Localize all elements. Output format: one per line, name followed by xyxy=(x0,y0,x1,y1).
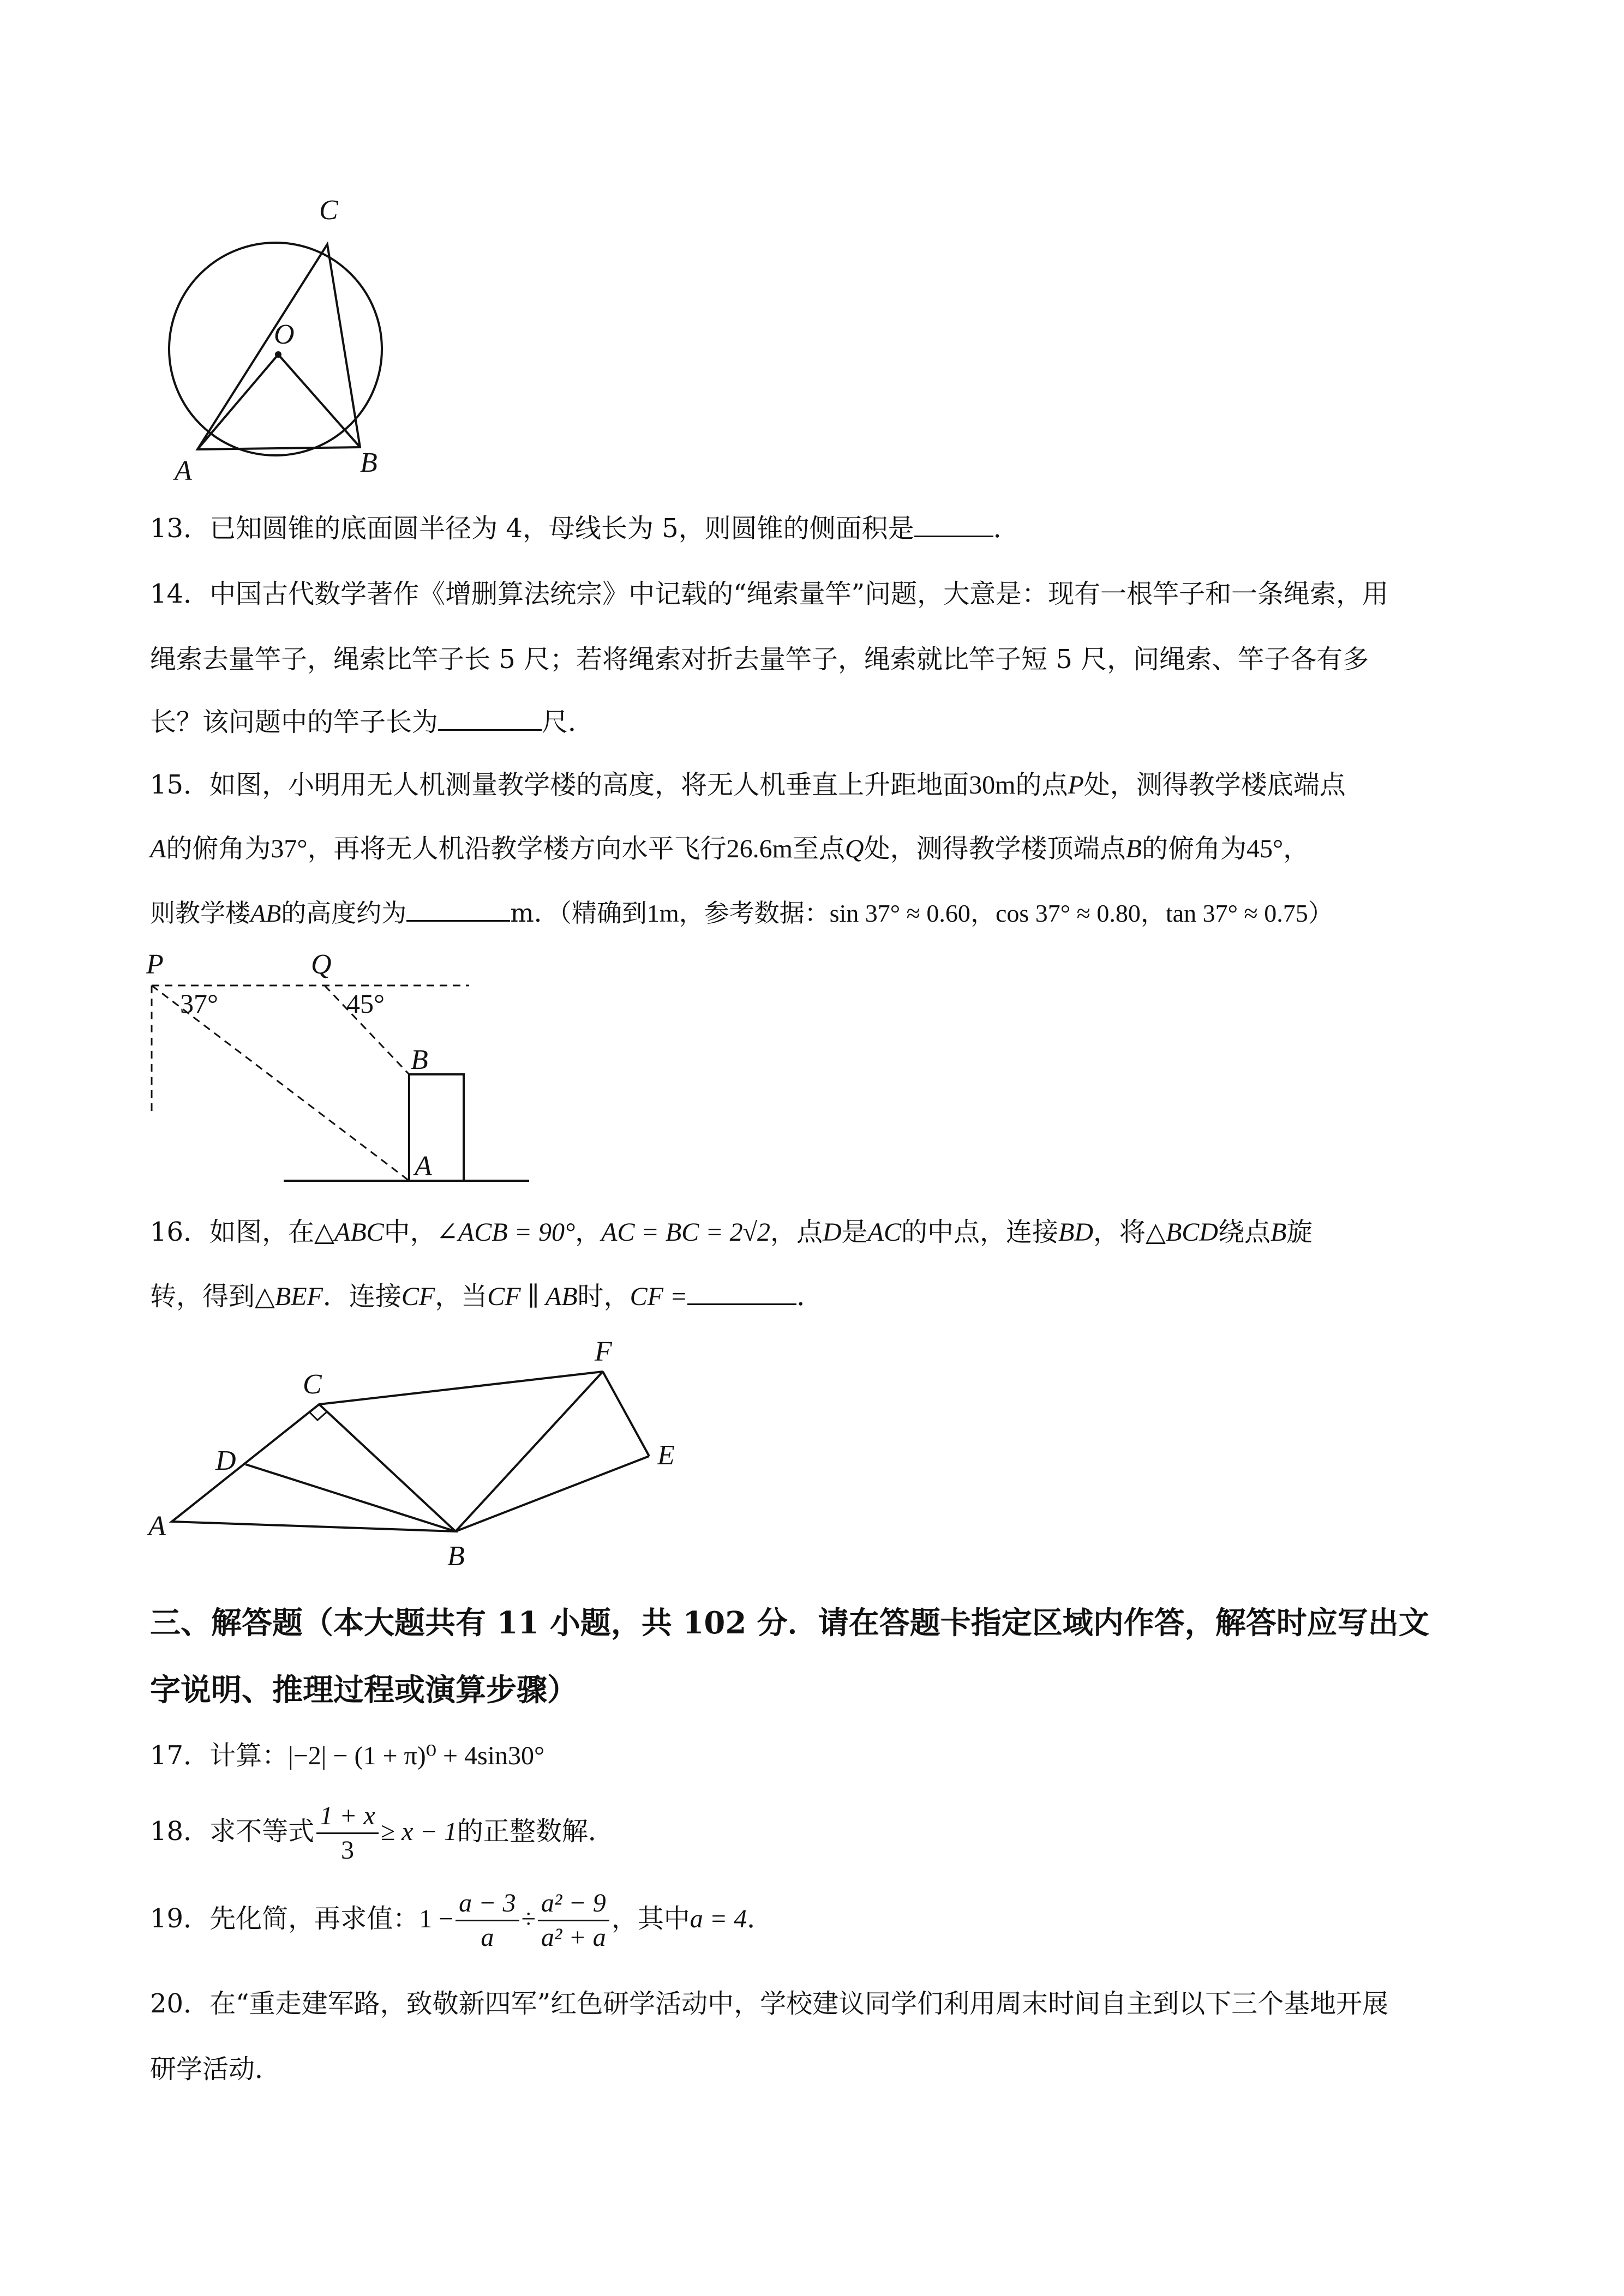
q15-tan-ref: tan 37° ≈ 0.75 xyxy=(1165,899,1308,927)
q19-fraction-2 xyxy=(538,1887,609,1954)
q16-triangle-bef: △BEF xyxy=(255,1282,323,1311)
q16-text: ．连接 xyxy=(322,1281,401,1312)
q15-segment-ab: AB xyxy=(250,899,281,927)
circle-triangle-figure xyxy=(131,185,415,491)
segment-cf xyxy=(319,1372,603,1404)
q19-value: a = 4 xyxy=(690,1904,747,1933)
center-point-o xyxy=(275,351,281,358)
q15-point-p: P xyxy=(1068,771,1084,800)
q15-text: ） xyxy=(1308,898,1333,928)
q19-denominator-2: a² + a xyxy=(541,1923,606,1952)
q16-text: ，当 xyxy=(435,1281,488,1312)
q16-point-b: B xyxy=(1270,1218,1287,1247)
q16-segment-cf: CF xyxy=(401,1282,435,1311)
question-18 xyxy=(150,1800,1481,1867)
question-14-line2 xyxy=(150,627,1481,692)
question-14-line1 xyxy=(150,562,1481,627)
q20-line2: 研学活动． xyxy=(150,2054,281,2084)
label-a: A xyxy=(175,455,192,486)
section-3-heading-line2 xyxy=(150,1657,1481,1724)
q14-line3a: 长？该问题中的竿子长为 xyxy=(150,707,439,737)
label-d: D xyxy=(215,1445,236,1476)
section-3-line2: 字说明、推理过程或演算步骤） xyxy=(150,1672,578,1708)
q14-line2: 绳索去量竿子，绳索比竿子长 5 尺；若将绳索对折去量竿子，绳索就比竿子短 5 尺，问绳索、竿子各有多 xyxy=(150,644,1369,675)
q15-text: 的俯角为 xyxy=(166,833,271,864)
label-angle-37: 37° xyxy=(180,988,218,1019)
question-20-line1 xyxy=(150,1972,1481,2036)
label-c: C xyxy=(303,1369,322,1400)
q19-end: ． xyxy=(747,1903,774,1934)
question-15-line3 xyxy=(150,881,1481,946)
label-b: B xyxy=(360,447,377,478)
q15-angle-45: 45° xyxy=(1246,834,1284,863)
q16-text: ， xyxy=(575,1217,602,1247)
q15-text: ，再将无人机沿教学楼方向水平飞行 xyxy=(307,833,727,864)
question-16-line2 xyxy=(150,1264,1481,1329)
q19-numerator-1: a − 3 xyxy=(456,1887,519,1921)
question-15-line2 xyxy=(150,816,1481,881)
label-angle-45: 45° xyxy=(346,988,385,1019)
question-13 xyxy=(150,496,1481,561)
question-20-line2 xyxy=(150,2037,1481,2102)
q19-denominator-1: a xyxy=(481,1923,494,1952)
q18-denominator: 3 xyxy=(340,1836,354,1865)
right-angle-mark xyxy=(309,1412,327,1420)
q15-point-q: Q xyxy=(844,834,864,863)
drone-building-figure xyxy=(136,952,551,1192)
q13-text: 13．已知圆锥的底面圆半径为 4，母线长为 5，则圆锥的侧面积是 xyxy=(150,513,914,544)
q18-end: 的正整数解． xyxy=(457,1816,614,1847)
q15-answer-blank[interactable] xyxy=(406,896,510,922)
label-b: B xyxy=(411,1044,428,1075)
question-15-line1 xyxy=(150,753,1481,818)
q16-text: 是 xyxy=(841,1217,868,1247)
q15-text: 的点 xyxy=(1015,770,1068,800)
q19-condition: ，其中 xyxy=(611,1903,690,1934)
rotation-triangles-figure xyxy=(142,1325,698,1582)
label-f: F xyxy=(595,1336,612,1367)
q13-answer-blank[interactable] xyxy=(914,512,993,537)
q16-text: 的中点，连接 xyxy=(901,1217,1059,1247)
q15-text: m．（精确到 xyxy=(510,898,647,928)
q15-angle-37: 37° xyxy=(271,834,308,863)
q15-text: 的高度约为 xyxy=(281,898,407,928)
q15-text: 则教学楼 xyxy=(150,898,250,928)
q18-label: 18．求不等式 xyxy=(150,1816,315,1847)
q19-numerator-2: a² − 9 xyxy=(538,1887,609,1921)
q16-point-d: D xyxy=(822,1218,842,1247)
q14-line1: 14．中国古代数学著作《增删算法统宗》中记载的“绳索量竿”问题，大意是：现有一根竿子和一条绳索，用 xyxy=(150,579,1389,609)
q14-answer-blank[interactable] xyxy=(438,705,542,731)
q19-one-minus: 1 − xyxy=(419,1904,454,1933)
q15-height: 30m xyxy=(969,771,1016,800)
q19-fraction-1 xyxy=(456,1887,519,1954)
segment-bf xyxy=(456,1372,603,1531)
q17-label: 17．计算： xyxy=(150,1740,289,1771)
label-e: E xyxy=(657,1440,675,1471)
q15-precision: 1m xyxy=(646,899,679,927)
q15-text: 至点 xyxy=(792,833,845,864)
q15-text: ，参考数据： xyxy=(679,898,830,928)
label-q: Q xyxy=(311,952,332,980)
q16-text: 绕点 xyxy=(1218,1217,1271,1247)
segment-eb xyxy=(456,1456,649,1531)
label-o: O xyxy=(274,319,295,350)
q16-segment-bd: BD xyxy=(1058,1218,1094,1247)
question-16-line1 xyxy=(150,1200,1481,1265)
q16-text: 16．如图，在 xyxy=(150,1217,315,1247)
q15-point-b: B xyxy=(1125,834,1142,863)
section-3-line1: 三、解答题（本大题共有 11 小题，共 102 分．请在答题卡指定区域内作答，解答时应写出文 xyxy=(150,1605,1429,1641)
q16-parallel: CF ∥ AB xyxy=(487,1282,578,1311)
q16-text: ，将 xyxy=(1093,1217,1146,1247)
segment-bd xyxy=(245,1464,456,1531)
segment-fe xyxy=(603,1372,649,1456)
q16-angle: ∠ACB = 90° xyxy=(436,1218,576,1247)
q16-answer-blank[interactable] xyxy=(687,1279,796,1305)
q13-end: ． xyxy=(993,513,1020,544)
q17-expression: |−2| − (1 + π)⁰ + 4sin30° xyxy=(288,1741,545,1770)
q16-cf-equals: CF = xyxy=(630,1282,688,1311)
q18-numerator: 1 + x xyxy=(316,1800,379,1834)
q16-text: 旋 xyxy=(1286,1217,1313,1247)
label-a: A xyxy=(415,1151,432,1182)
question-14-line3 xyxy=(150,690,1481,755)
q19-label: 19．先化简，再求值： xyxy=(150,1903,420,1934)
q15-sin-ref: sin 37° ≈ 0.60 xyxy=(829,899,970,927)
segment-oa xyxy=(197,354,278,449)
q16-segment-ac: AC xyxy=(867,1218,902,1247)
section-3-heading-line1 xyxy=(150,1590,1481,1657)
q15-text: ， xyxy=(1283,833,1310,864)
q20-line1: 20．在“重走建军路，致敬新四军”红色研学活动中，学校建议同学们利用周末时间自主到以下三个基地开展 xyxy=(150,1988,1389,2019)
q16-text: ． xyxy=(796,1281,823,1312)
q19-divide: ÷ xyxy=(521,1904,536,1933)
q16-text: 时， xyxy=(577,1281,630,1312)
triangle-abc xyxy=(172,1404,456,1531)
q16-triangle-bcd: △BCD xyxy=(1146,1218,1218,1247)
q16-text: ，点 xyxy=(770,1217,823,1247)
q14-line3b: 尺． xyxy=(542,707,595,737)
label-p: P xyxy=(146,952,164,980)
q16-side-length: AC = BC = 2√2 xyxy=(601,1218,770,1247)
q15-point-a: A xyxy=(150,834,166,863)
label-a: A xyxy=(148,1511,166,1542)
q15-text: 的俯角为 xyxy=(1141,833,1247,864)
question-19 xyxy=(150,1887,1481,1954)
q15-text: 处，测得教学楼顶端点 xyxy=(864,833,1126,864)
q15-text: ， xyxy=(1140,898,1166,928)
q16-text: 中， xyxy=(383,1217,436,1247)
q18-inequality-rhs: ≥ x − 1 xyxy=(380,1817,457,1846)
q15-text: ， xyxy=(970,898,996,928)
question-17 xyxy=(150,1723,1481,1788)
q15-cos-ref: cos 37° ≈ 0.80 xyxy=(995,899,1141,927)
q16-text: 转，得到 xyxy=(150,1281,255,1312)
q16-triangle-abc: △ABC xyxy=(314,1218,384,1247)
label-c: C xyxy=(319,195,338,226)
q15-text: 15．如图，小明用无人机测量教学楼的高度，将无人机垂直上升距地面 xyxy=(150,770,969,800)
label-b: B xyxy=(447,1541,465,1572)
q18-fraction xyxy=(316,1800,379,1867)
q15-distance: 26.6m xyxy=(726,834,793,863)
q15-text: 处，测得教学楼底端点 xyxy=(1083,770,1346,800)
